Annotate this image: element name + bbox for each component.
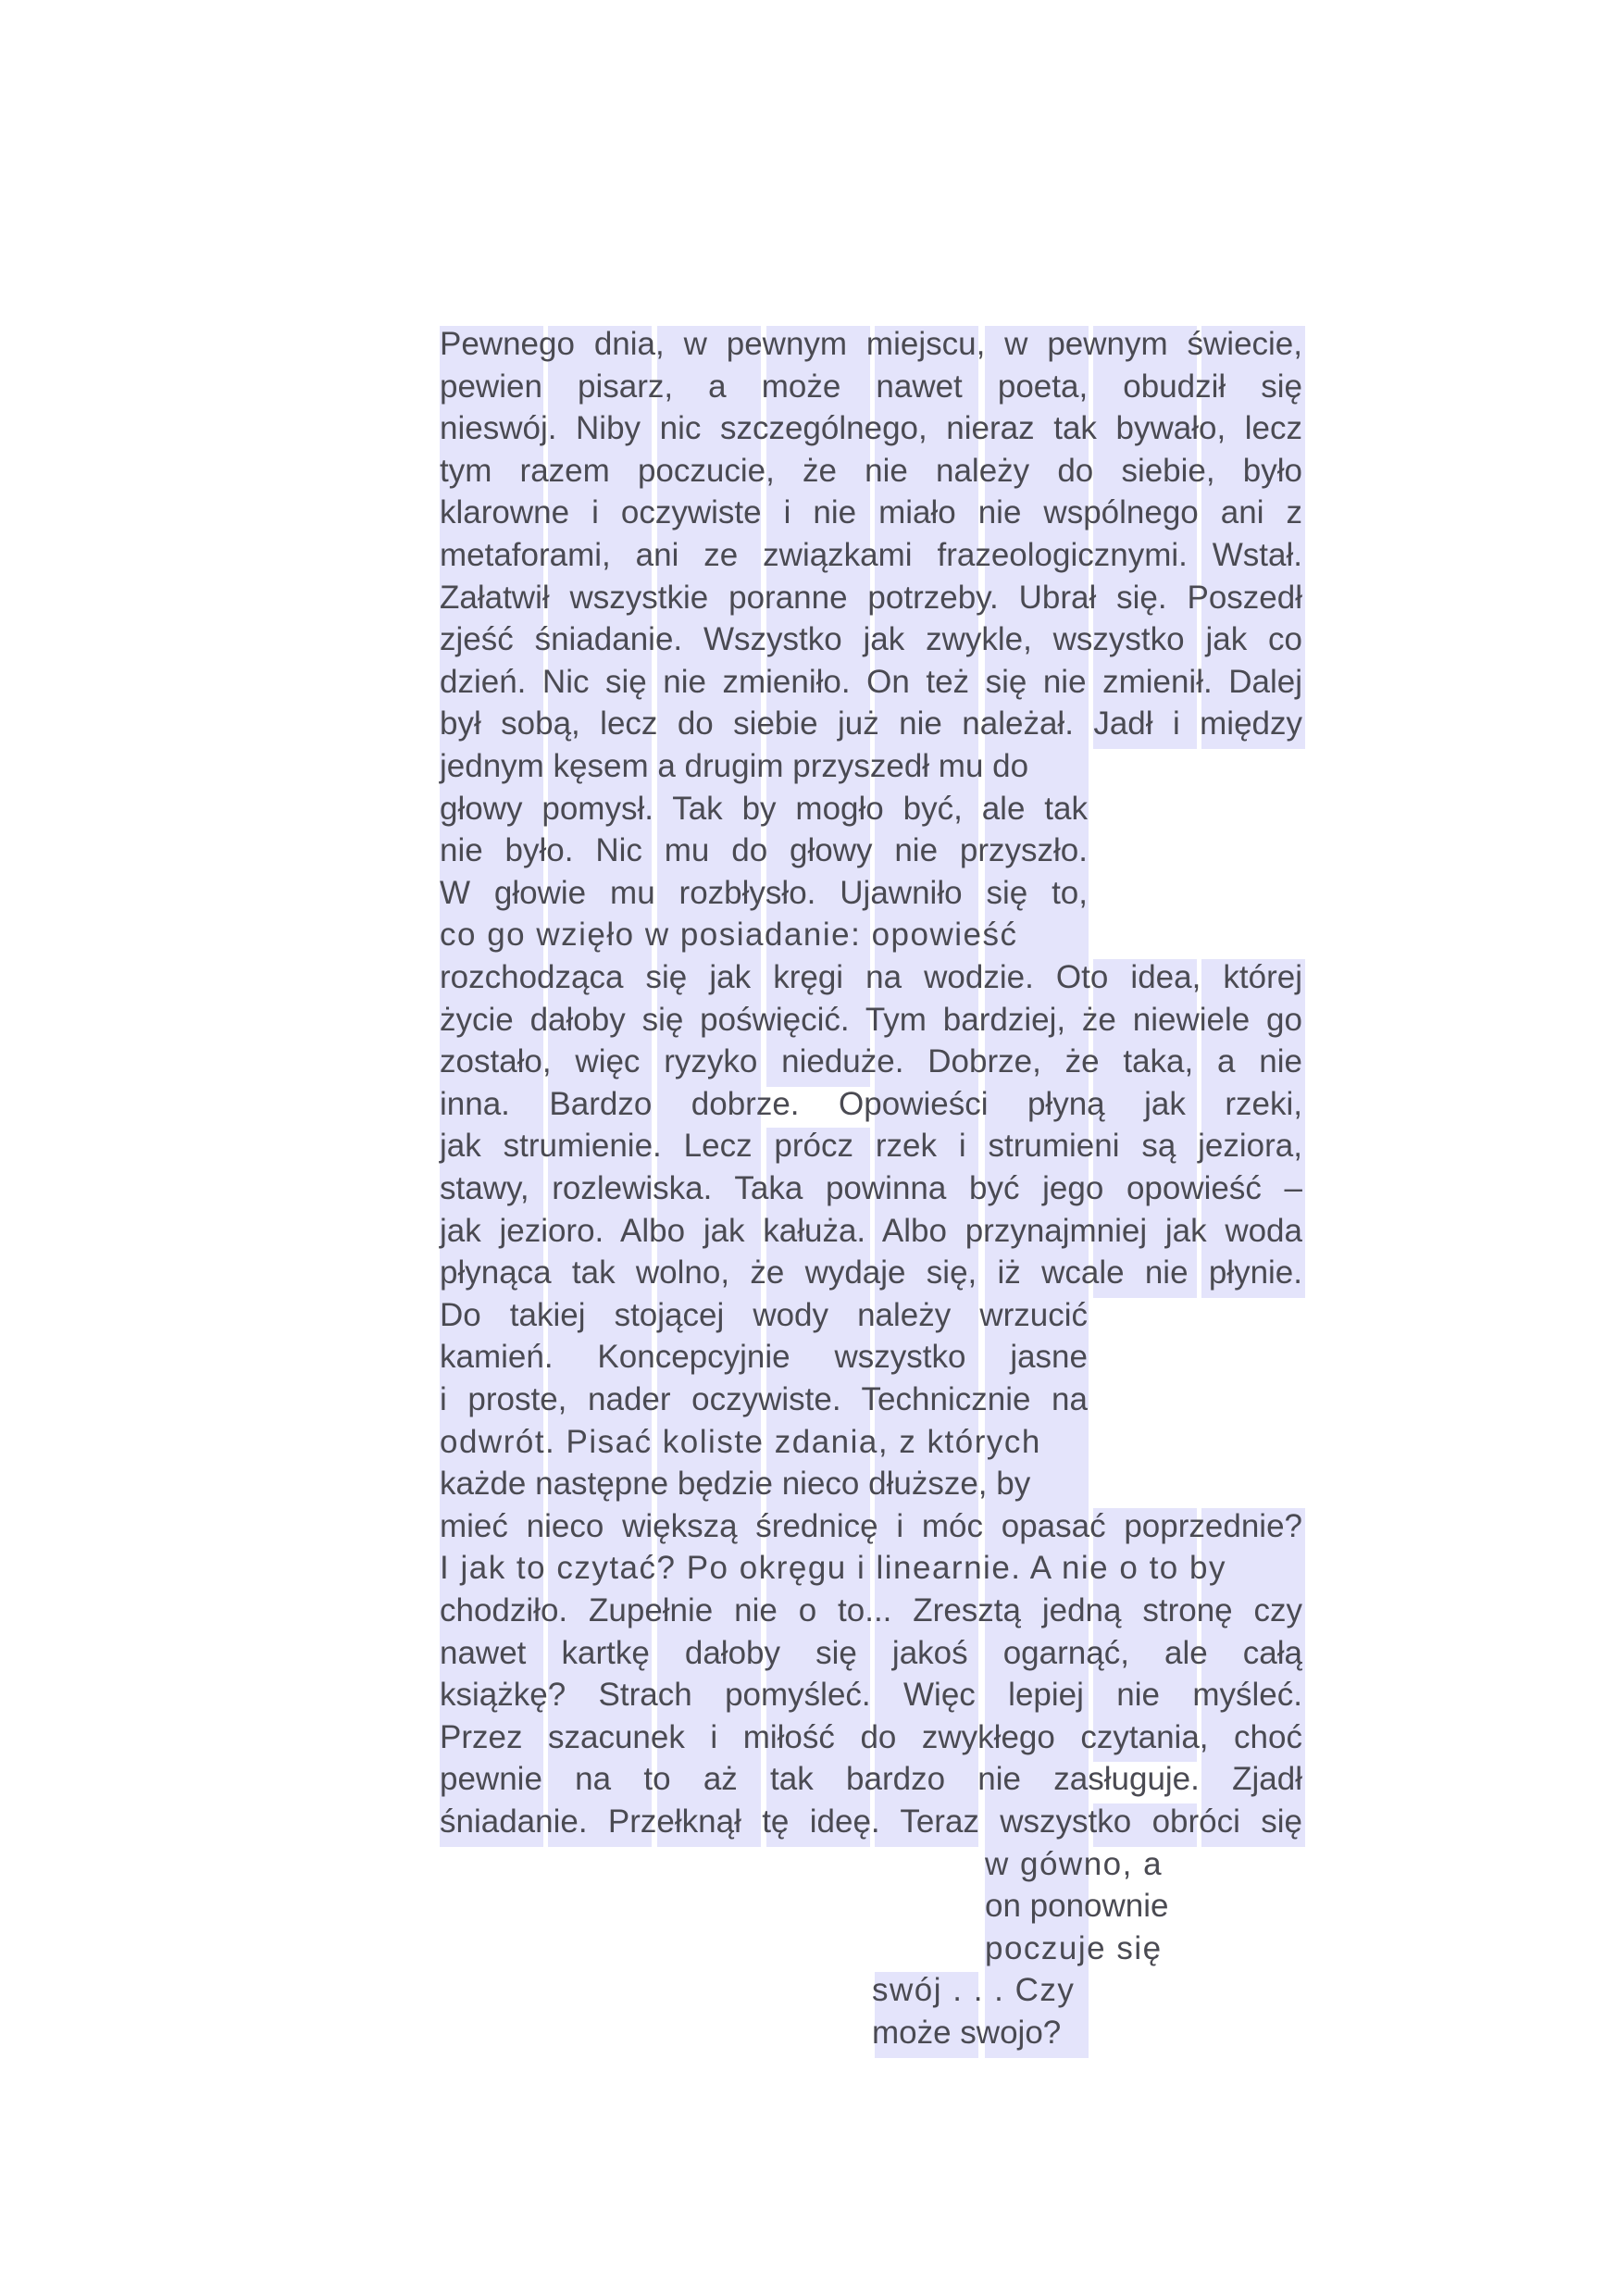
text-line: śniadanie. Przełknął tę ideę. Teraz wszystko obróci się <box>440 1803 1302 1840</box>
text-line: klarowne i oczywiste i nie miało nie wspólnego ani z <box>440 494 1302 531</box>
text-line: zjeść śniadanie. Wszystko jak zwykle, wszystko jak co <box>440 621 1302 658</box>
text-line: pewien pisarz, a może nawet poeta, obudził się <box>440 368 1302 405</box>
text-line: głowy pomysł. Tak by mogło być, ale tak <box>440 790 1088 827</box>
text-line: dzień. Nic się nie zmieniło. On też się nie zmienił. Dalej <box>440 663 1302 700</box>
text-line: płynąca tak wolno, że wydaje się, iż wcale nie płynie. <box>440 1254 1302 1292</box>
text-line: Przez szacunek i miłość do zwykłego czytania, choć <box>440 1718 1302 1755</box>
text-line: odwrót. Pisać koliste zdania, z których <box>440 1423 1041 1460</box>
text-line: jak jezioro. Albo jak kałuża. Albo przynajmniej jak woda <box>440 1212 1302 1249</box>
text-line: zostało, więc ryzyko nieduże. Dobrze, że taka, a nie <box>440 1043 1302 1080</box>
text-line: jak strumienie. Lecz prócz rzek i strumieni są jeziora, <box>440 1128 1302 1165</box>
text-line: nie było. Nic mu do głowy nie przyszło. <box>440 832 1088 869</box>
text-line: stawy, rozlewiska. Taka powinna być jego opowieść – <box>440 1170 1302 1206</box>
text-line: Do takiej stojącej wody należy wrzucić <box>440 1296 1088 1333</box>
text-line: W głowie mu rozbłysło. Ujawniło się to, <box>440 874 1088 911</box>
text-line: książkę? Strach pomyśleć. Więc lepiej nie myśleć. <box>440 1677 1302 1714</box>
text-line: każde następne będzie nieco dłuższe, by <box>440 1466 1031 1503</box>
text-line: był sobą, lecz do siebie już nie należał. Jadł i między <box>440 705 1302 742</box>
text-line: inna. Bardzo dobrze. Opowieści płyną jak rzeki, <box>440 1085 1302 1122</box>
text-line: rozchodząca się jak kręgi na wodzie. Oto idea, której <box>440 959 1302 995</box>
text-line: może swojo? <box>872 2015 1062 2051</box>
text-line: jednym kęsem a drugim przyszedł mu do <box>440 748 1029 784</box>
text-line: I jak to czytać? Po okręgu i linearnie. A nie o to by <box>440 1550 1226 1587</box>
text-line: nieswój. Niby nic szczególnego, nieraz tak bywało, lecz <box>440 410 1302 447</box>
text-line: nawet kartkę dałoby się jakoś ogarnąć, ale całą <box>440 1634 1302 1671</box>
text-line: co go wzięło w posiadanie: opowieść <box>440 917 1018 954</box>
text-line: chodziło. Zupełnie nie o to... Zresztą jedną stronę czy <box>440 1592 1302 1628</box>
text-line: w gówno, a <box>985 1845 1164 1882</box>
text-line: Załatwił wszystkie poranne potrzeby. Ubrał się. Poszedł <box>440 579 1302 616</box>
text-line: mieć nieco większą średnicę i móc opasać poprzednie? <box>440 1507 1302 1544</box>
text-line: metaforami, ani ze związkami frazeologicznymi. Wstał. <box>440 537 1302 573</box>
text-line: on ponownie <box>985 1888 1169 1925</box>
text-line: tym razem poczucie, że nie należy do siebie, było <box>440 452 1302 489</box>
text-line: życie dałoby się poświęcić. Tym bardziej, że niewiele go <box>440 1001 1302 1038</box>
text-line: pewnie na to aż tak bardzo nie zasługuje. Zjadł <box>440 1761 1302 1798</box>
text-line: Pewnego dnia, w pewnym miejscu, w pewnym świecie, <box>440 326 1302 362</box>
text-line: i proste, nader oczywiste. Technicznie na <box>440 1381 1088 1417</box>
text-line: poczuje się <box>985 1929 1163 1966</box>
text-line: swój . . . Czy <box>872 1972 1076 2009</box>
text-line: kamień. Koncepcyjnie wszystko jasne <box>440 1339 1088 1376</box>
